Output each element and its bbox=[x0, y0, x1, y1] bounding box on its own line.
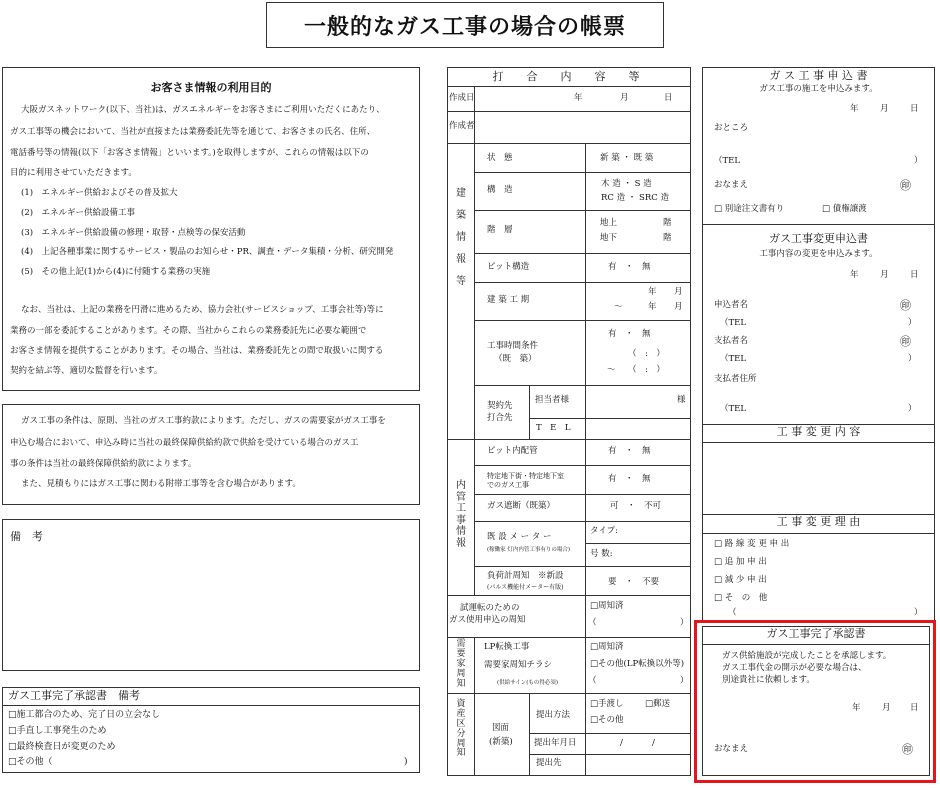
person-label: 担当者様 bbox=[535, 395, 570, 405]
type-label[interactable]: タイプ: bbox=[590, 526, 618, 536]
pit-label: ピット構造 bbox=[487, 262, 530, 272]
assignment-checkbox[interactable]: □ 債権譲渡 bbox=[822, 204, 867, 214]
reason-other-checkbox[interactable]: □ そ の 他 bbox=[714, 593, 768, 603]
month-label: 月 bbox=[674, 287, 683, 297]
contact-label-2: 打合先 bbox=[487, 413, 513, 423]
month-label: 月 bbox=[620, 93, 629, 103]
demand-notified-checkbox[interactable]: □周知済 bbox=[590, 642, 624, 652]
drawing-label-2: (新築) bbox=[489, 737, 513, 747]
date-slash: / bbox=[652, 738, 655, 748]
hand-checkbox[interactable]: □手渡し bbox=[590, 699, 624, 709]
load-sub: (パルス機能付メーター有版) bbox=[487, 584, 564, 591]
load-need[interactable]: 要 ・ 不要 bbox=[608, 577, 660, 587]
flyer-label: 需要家周知チラシ bbox=[484, 660, 553, 670]
completion-body-3: 別途貴社に依頼します。 bbox=[722, 675, 815, 685]
submit-date-label: 提出年月日 bbox=[534, 738, 577, 748]
completion-title: ガス工事完了承認書 bbox=[766, 627, 866, 640]
underground-yes-no[interactable]: 有 ・ 無 bbox=[608, 474, 651, 484]
demand-paren-close: ） bbox=[680, 676, 689, 686]
flyer-sub: (供給サイン(もの得必須) bbox=[497, 680, 559, 686]
trial-paren-open: （ bbox=[588, 618, 597, 628]
time-yes-no[interactable]: 有 ・ 無 bbox=[608, 329, 651, 339]
trial-paren-close: ） bbox=[680, 618, 689, 628]
time-label-sub: （既 築） bbox=[494, 354, 537, 364]
interior-group-label: 内 管 工 事 情 報 bbox=[456, 480, 466, 549]
pit-pipe-label: ピット内配管 bbox=[487, 446, 538, 456]
underground-label: 特定地下街・特定地下室 bbox=[487, 472, 564, 480]
creator-label: 作成者 bbox=[449, 121, 475, 131]
close-paren: ） bbox=[908, 404, 917, 414]
trial-label-2: ガス使用申込の周知 bbox=[449, 615, 526, 625]
seal-icon: ㊞ bbox=[900, 179, 911, 192]
name-label[interactable]: おなまえ bbox=[714, 180, 749, 190]
asset-group-label: 資 産 区 分 周 知 bbox=[456, 699, 466, 759]
building-group-label: 建 築 情 報 等 bbox=[456, 188, 466, 287]
drawing-label: 図面 bbox=[492, 723, 510, 733]
load-label: 負荷計周知 ※新設 bbox=[487, 571, 564, 581]
date-slash: / bbox=[620, 738, 623, 748]
tilde: ～ bbox=[614, 302, 623, 312]
month-label: 月 bbox=[880, 104, 889, 114]
reason-route-checkbox[interactable]: □ 路 線 変 更 申 出 bbox=[714, 539, 790, 549]
purpose-title: お客さま情報の利用目的 bbox=[150, 81, 272, 94]
completion-body-2: ガス工事代金の開示が必要な場合は、 bbox=[722, 663, 867, 673]
year-label: 年 bbox=[850, 104, 859, 114]
completion-body-1: ガス供給施設が完成したことを承認します。 bbox=[722, 651, 892, 661]
demand-paren-open: （ bbox=[588, 676, 597, 686]
month-label: 月 bbox=[882, 703, 891, 713]
structure-value-1[interactable]: 木 造 ・ S 造 bbox=[601, 179, 652, 189]
other-checkbox[interactable]: □その他 bbox=[590, 715, 624, 725]
floors-above: 地上 bbox=[600, 218, 618, 228]
close-paren: ） bbox=[914, 156, 923, 166]
date-label: 作成日 bbox=[449, 93, 475, 103]
floors-label: 階 層 bbox=[487, 225, 513, 235]
change-application-title: ガス工事変更申込書 bbox=[769, 232, 868, 245]
trial-label: 試運転のための bbox=[460, 603, 520, 613]
checkbox-rework[interactable]: □手直し工事発生のため bbox=[8, 726, 107, 736]
floor-unit: 階 bbox=[663, 218, 672, 228]
structure-value-2[interactable]: RC 造 ・ SRC 造 bbox=[601, 193, 669, 203]
remarks-box[interactable] bbox=[2, 519, 420, 671]
list-item: (4) 上記各種事業に関するサービス・製品のお知らせ・PR、調査・データ集積・分析、研究開発 bbox=[21, 247, 394, 257]
mail-checkbox[interactable]: □郵送 bbox=[645, 699, 671, 709]
reason-close-paren: ） bbox=[914, 608, 923, 618]
list-item: (2) エネルギー供給設備工事 bbox=[21, 208, 136, 218]
pit-pipe-yes-no[interactable]: 有 ・ 無 bbox=[608, 446, 651, 456]
tilde: ～ bbox=[607, 365, 616, 375]
period-label: 建 築 工 期 bbox=[487, 295, 530, 305]
submit-to-label: 提出先 bbox=[536, 758, 562, 768]
change-reason-title: 工 事 変 更 理 由 bbox=[776, 515, 861, 528]
reason-decrease-checkbox[interactable]: □ 減 少 申 出 bbox=[714, 575, 767, 585]
number-label[interactable]: 号 数: bbox=[590, 549, 613, 559]
month-label: 月 bbox=[880, 270, 889, 280]
year-label: 年 bbox=[574, 93, 583, 103]
meter-label: 既 設 メ ー タ ー bbox=[487, 532, 552, 542]
day-label: 日 bbox=[910, 703, 919, 713]
tel-open[interactable]: （TEL bbox=[720, 404, 747, 414]
day-label: 日 bbox=[910, 270, 919, 280]
lp-label: LP転換工事 bbox=[484, 642, 530, 652]
close-paren: ） bbox=[908, 318, 917, 328]
tel-open[interactable]: （TEL bbox=[720, 318, 747, 328]
completion-remarks-title: ガス工事完了承認書 備考 bbox=[8, 689, 140, 702]
seal-icon: ㊞ bbox=[900, 299, 911, 312]
remarks-label: 備 考 bbox=[10, 530, 43, 543]
pit-yes-no[interactable]: 有 ・ 無 bbox=[608, 262, 651, 272]
underground-label-2: でのガス工事 bbox=[487, 481, 529, 489]
state-label: 状 態 bbox=[487, 153, 513, 163]
demand-group-label: 需 要 家 周 知 bbox=[456, 639, 466, 689]
contact-label: 契約先 bbox=[487, 401, 513, 411]
address-label[interactable]: おところ bbox=[714, 123, 749, 133]
change-application-subtitle: 工事内容の変更を申込みます。 bbox=[759, 249, 878, 259]
application-title: ガ ス 工 事 申 込 書 bbox=[769, 69, 868, 82]
year-label: 年 bbox=[648, 287, 657, 297]
day-label: 日 bbox=[664, 93, 673, 103]
floor-unit: 階 bbox=[663, 233, 672, 243]
submit-method-label: 提出方法 bbox=[536, 710, 571, 720]
meeting-header: 打 合 内 容 等 bbox=[492, 70, 646, 83]
year-label: 年 bbox=[852, 703, 861, 713]
year-label: 年 bbox=[648, 302, 657, 312]
separate-order-checkbox[interactable]: □ 別途注文書有り bbox=[714, 204, 785, 214]
page-title: 一般的なガス工事の場合の帳票 bbox=[266, 2, 664, 48]
structure-label: 構 造 bbox=[487, 185, 513, 195]
state-value[interactable]: 新 築 ・ 既 築 bbox=[600, 153, 654, 163]
payer-label[interactable]: 支払者名 bbox=[714, 336, 749, 346]
month-label: 月 bbox=[674, 302, 683, 312]
demand-other-checkbox[interactable]: □その他(LP転換以外等) bbox=[590, 659, 685, 669]
tel-open[interactable]: （TEL bbox=[714, 156, 741, 166]
seal-icon: ㊞ bbox=[902, 743, 913, 756]
shutoff-label: ガス遮断（既築） bbox=[487, 501, 556, 511]
seal-icon: ㊞ bbox=[900, 335, 911, 348]
tel-label: T E L bbox=[536, 423, 571, 433]
applicant-label[interactable]: 申込者名 bbox=[714, 300, 749, 310]
reason-add-checkbox[interactable]: □ 追 加 申 出 bbox=[714, 557, 767, 567]
shutoff-yes-no[interactable]: 可 ・ 不可 bbox=[610, 501, 662, 511]
day-label: 日 bbox=[910, 104, 919, 114]
time-label: 工事時間条件 bbox=[487, 341, 539, 351]
meter-sub: (稼働家 灯内内管工事有りの場合) bbox=[487, 547, 571, 553]
checkbox-no-attendance[interactable]: □施工都合のため、完了日の立会なし bbox=[8, 710, 161, 720]
application-subtitle: ガス工事の施工を申込みます。 bbox=[759, 84, 878, 94]
payer-address-label[interactable]: 支払者住所 bbox=[714, 374, 757, 384]
time-from[interactable]: （ : ） bbox=[628, 349, 665, 359]
list-item: (5) その他上記(1)から(4)に付随する業務の実施 bbox=[21, 267, 211, 277]
floors-below: 地下 bbox=[600, 233, 618, 243]
close-paren: ） bbox=[908, 354, 917, 364]
checkbox-other[interactable]: □その他（ bbox=[8, 757, 53, 767]
close-paren: ) bbox=[404, 757, 408, 767]
tel-open[interactable]: （TEL bbox=[720, 354, 747, 364]
completion-name-label[interactable]: おなまえ bbox=[714, 744, 749, 754]
list-item: (1) エネルギー供給およびその普及拡大 bbox=[21, 188, 178, 198]
time-to[interactable]: （ : ） bbox=[628, 365, 665, 375]
change-content-title: 工 事 変 更 内 容 bbox=[776, 425, 861, 438]
year-label: 年 bbox=[850, 270, 859, 280]
sama-label: 様 bbox=[677, 395, 686, 405]
trial-notified-checkbox[interactable]: □周知済 bbox=[590, 601, 624, 611]
reason-open-paren: （ bbox=[728, 608, 737, 618]
list-item: (3) エネルギー供給設備の修理・取替・点検等の保安活動 bbox=[21, 228, 246, 238]
checkbox-inspection-change[interactable]: □最終検査日が変更のため bbox=[8, 742, 116, 752]
